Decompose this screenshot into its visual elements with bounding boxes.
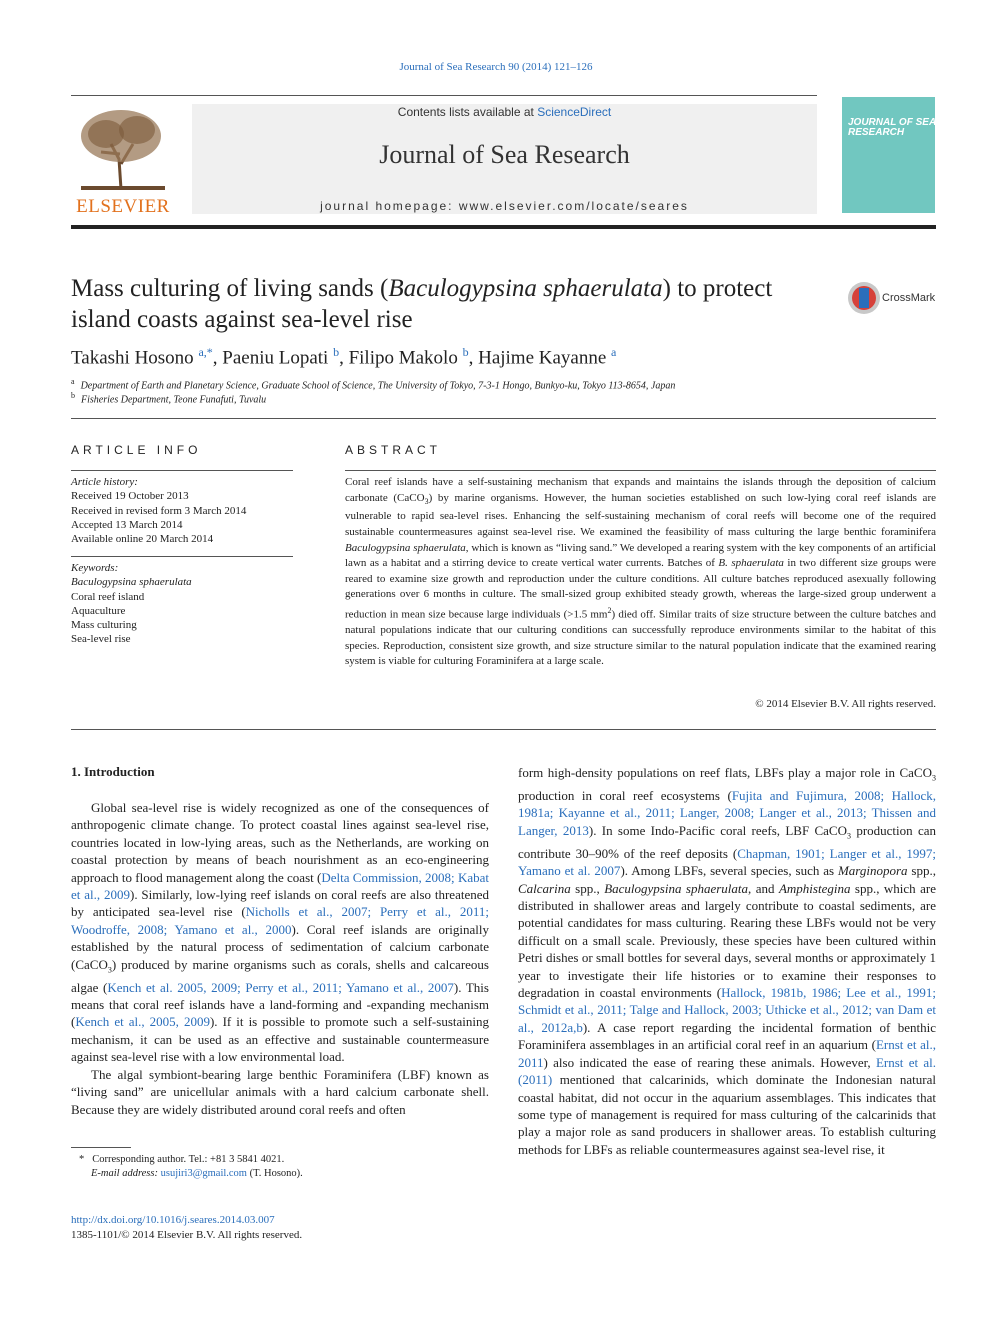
corresponding-author-note: * Corresponding author. Tel.: +81 3 5841 4021. (79, 1154, 285, 1165)
citation-link[interactable]: Nicholls et al., 2007; Perry et al., 2011; Woodroffe, 2008; Yamano et al., 2000 (71, 904, 489, 937)
abstract-text: Coral reef islands have a self-sustaining mechanism that expands and maintains the islands through the deposition of calcium carbonate (CaCO$_3$) by marine organisms. However, the human societies established on such low-lying coral reef islands are vulnerable to rapid sea-level rises. Enhancing the self-sustaining mechanism of coral reefs will become one of the required sustainable countermeasures against sea-level rise. We examined the feasibility of mass culturing the large benthic foraminifera Baculogypsina sphaerulata, which is known as “living sand.” We developed a rearing system with the key components of an artificial lawn as a habitat and a stirring device to create vertical water currents. Batches of B. sphaerulata in two different size groups were reared to examine size growth and reproduction under the culture conditions. All culture batches reproduced asexually following generations over 6 months in culture. The small-sized group exhibited steady growth, whereas the large-sized group underwent a reduction in mean size because large individuals (>1.5 $mm^2$) died off. Similar traits of size structure between the culture batches and natural populations indicate that our culturing conditions can successfully reproduce environments similar to the habitat of this species. Reproduction, consistent size growth, and size structure similar to the natural population indicate that the examined rearing system is viable for culturing Foraminifera at a large scale. (345, 476, 937, 668)
header-top-rule (71, 95, 817, 96)
keyword: Sea-level rise (71, 633, 131, 646)
keyword: Coral reef island (71, 590, 145, 603)
copyright-notice: © 2014 Elsevier B.V. All rights reserved. (755, 698, 936, 710)
history-item: Received 19 October 2013 (71, 490, 189, 503)
section-heading: 1. Introduction (71, 764, 155, 779)
crossmark-label[interactable]: CrossMark (882, 292, 936, 304)
history-item: Accepted 13 March 2014 (71, 518, 183, 531)
journal-name: Journal of Sea Research (379, 140, 630, 169)
author-list: Takashi Hosono $^{a,*}$, Paeniu Lopati $^b$, Filipo Makolo $^b$, Hajime Kayanne $^a$ (71, 345, 617, 369)
intro-right-column: form high-density populations on reef flats, LBFs play a major role in CaCO$_3$ production in coral reef ecosystems (Fujita and Fujimura, 2008; Hallock, 1981a; Kayanne et al., 2011; Langer, 2008; Langer et al., 2013; Thissen and Langer, 2013). In some Indo-Pacific coral reefs, LBF CaCO$_3$ production can contribute 30–90% of the reef deposits (Chapman, 1901; Langer et al., 1997; Yamano et al. 2007). Among LBFs, several species, such as Marginopora spp., Calcarina spp., Baculogypsina sphaerulata, and Amphistegina spp., which are distributed in shallower areas and largely contribute to coastal sediments, are potential candidates for mass culturing. Rearing these LBFs would not be very difficult on a small scale. Previously, these species have been cultured within Petri dishes or small bottles for several days, several months or approximately 1 year to investigate their life histories or to examine their responses to degradation in coastal environments (Hallock, 1981b, 1986; Lee et al., 1991; Schmidt et al., 2011; Talge and Hallock, 2003; Uthicke et al., 2012; van Dam et al., 2012a,b). A case report regarding the incidental formation of benthic Foraminifera assemblages in an artificial coral reef in an aquarium (Ernst et al., 2011) also indicated the ease of rearing these animals. However, Ernst et al. (2011) mentioned that calcarinids, which dominate the Indonesian natural coastal habitat, did not occur in the aquarium assemblages. This indicates that some type of management is required for mass culturing of the calcarinids that play a major role as sand producers in shallower areas. To establish culturing methods for LBFs as reliable countermeasures against sea-level rise, it (518, 765, 937, 1157)
history-item: Received in revised form 3 March 2014 (71, 504, 247, 517)
citation-link[interactable]: Delta Commission, 2008; Kabat et al., 2009 (71, 869, 489, 903)
email-note: E-mail address: usujiri3@gmail.com (T. Hosono). (91, 1168, 303, 1179)
divider (71, 729, 936, 730)
author-name: Filipo Makolo (348, 347, 458, 369)
sciencedirect-link[interactable]: ScienceDirect (537, 105, 612, 119)
article-title: Mass culturing of living sands (Baculogypsina sphaerulata) to protect island coasts against sea-level rise (71, 275, 773, 333)
affiliation-a: $^a$ Department of Earth and Planetary Science, Graduate School of Science, The University of Tokyo, 7-3-1 Hongo, Bunkyo-ku, Tokyo 113-8654, Japan (71, 377, 676, 392)
citation-link[interactable]: Kench et al. 2005, 2009; Perry et al., 2011; Yamano et al., 2007 (107, 979, 454, 995)
author-name: Takashi Hosono (71, 347, 194, 369)
issn-line: 1385-1101/© 2014 Elsevier B.V. All rights reserved. (71, 1229, 303, 1241)
citation-link[interactable]: Ernst et al. (2011) (518, 1054, 936, 1088)
citation-link[interactable]: Fujita and Fujimura, 2008; Hallock, 1981a; Kayanne et al., 2011; Langer, 2008; Langer et al., 2013; Thissen and Langer, 2013 (518, 788, 936, 838)
email-link[interactable]: usujiri3@gmail.com (160, 1168, 247, 1179)
intro-left-column: Global sea-level rise is widely recognized as one of the consequences of anthropogenic climate change. To protect coastal lines against sea-level rise, countries located in low-lying areas, such as the Netherlands, are working on coastal protection by means of beach nourishment as an eco-engineering approach to flood management along the coast (Delta Commission, 2008; Kabat et al., 2009). Similarly, low-lying reef islands on coral reefs are also threatened by anticipated sea-level rise (Nicholls et al., 2007; Perry et al., 2011; Woodroffe, 2008; Yamano et al., 2000). Coral reef islands are originally established by the natural process of sedimentation of calcium carbonate (CaCO$_3$) produced by marine organisms such as corals, shells and calcareous algae (Kench et al. 2005, 2009; Perry et al., 2011; Yamano et al., 2007). This means that coral reef islands have a land-forming and -expanding mechanism (Kench et al., 2005, 2009). If it is possible to promote such a self-sustaining mechanism, it can be used as an effective and sustainable countermeasure against sea-level rise with a low environmental load. The algal symbiont-bearing large benthic Foraminifera (LBF) known as “living sand” are unicellular animals with a hard calcium carbonate shell. Because they are widely distributed around coral reefs and often (71, 800, 490, 1117)
author-affiliation-marker[interactable]: a (611, 345, 617, 359)
contents-prefix: Contents lists available at (397, 105, 538, 119)
cover-title: JOURNAL OF SEA RESEARCH (848, 117, 936, 138)
citation-link[interactable]: Kench et al., 2005, 2009 (75, 1014, 210, 1030)
contents-line (192, 105, 817, 119)
divider (71, 470, 293, 471)
citation-link[interactable]: Hallock, 1981b, 1986; Lee et al., 1991; Schmidt et al., 2011; Talge and Hallock, 2003; Uthicke et al., 2012; van Dam et al., 2012a,b (518, 985, 936, 1035)
journal-homepage[interactable]: journal homepage: www.elsevier.com/locate/seares (320, 199, 689, 213)
keyword: Baculogypsina sphaerulata (71, 576, 192, 589)
publisher-logo-text: ELSEVIER (76, 196, 170, 217)
citation-link[interactable]: Chapman, 1901; Langer et al., 1997; Yamano et al. 2007 (518, 845, 936, 879)
article-history: Article history: Received 19 October 2013 Received in revised form 3 March 2014 Accepted 13 March 2014 Available online 20 March 2014 (71, 475, 293, 546)
header-bottom-rule (71, 225, 936, 229)
author-affiliation-marker[interactable]: a,* (198, 345, 213, 359)
keyword: Aquaculture (71, 604, 126, 617)
divider (345, 470, 936, 471)
author-affiliation-marker[interactable]: b (333, 345, 340, 359)
history-item: Available online 20 March 2014 (71, 533, 214, 546)
divider (71, 418, 936, 419)
abstract-heading: ABSTRACT (345, 443, 442, 457)
divider (71, 556, 293, 557)
keywords: Keywords: Baculogypsina sphaerulata Coral reef island Aquaculture Mass culturing Sea-level rise (71, 561, 293, 647)
affiliation-b: $^b$ Fisheries Department, Teone Funafuti, Tuvalu (71, 391, 267, 406)
keyword: Mass culturing (71, 619, 137, 632)
author-affiliation-marker[interactable]: b (462, 345, 469, 359)
author-name: Hajime Kayanne (478, 347, 607, 369)
footnote-rule (71, 1147, 131, 1148)
doi-link[interactable]: http://dx.doi.org/10.1016/j.seares.2014.03.007 (71, 1214, 275, 1226)
journal-cover-image (842, 97, 935, 213)
author-name: Paeniu Lopati (222, 347, 329, 369)
journal-citation-link[interactable]: Journal of Sea Research 90 (2014) 121–126 (399, 61, 593, 73)
article-info-heading: ARTICLE INFO (71, 443, 202, 457)
citation-link[interactable]: Ernst et al., 2011 (518, 1037, 936, 1070)
